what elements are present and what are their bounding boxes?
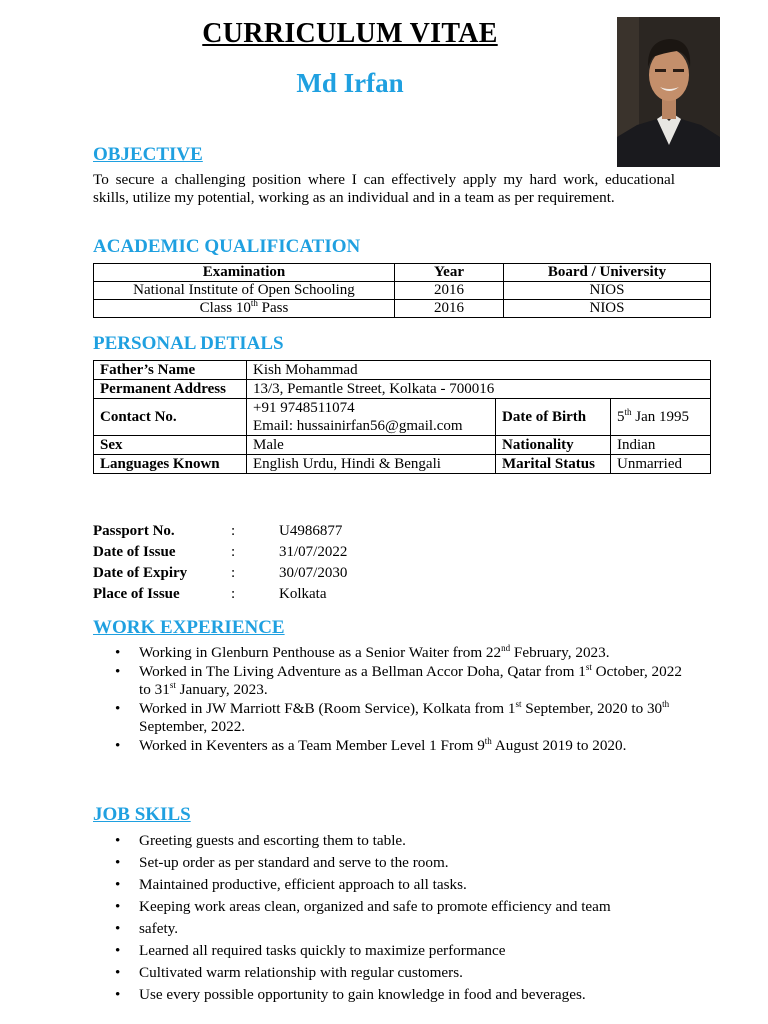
table-row [94,455,711,474]
profile-photo-image [617,17,720,167]
table-row [94,380,711,399]
table-row [94,300,711,318]
colon: : [231,523,236,539]
fathers-name-label: Father’s Name [94,361,247,380]
page-title: CURRICULUM VITAE [202,18,498,49]
phone-value: +91 9748511074 [253,400,355,416]
board-cell: NIOS [504,282,711,300]
academic-header-row [94,264,711,282]
marital-value: Unmarried [611,455,711,474]
date-of-issue-label: Date of Issue [93,544,176,560]
year-cell: 2016 [395,300,504,318]
sex-value: Male [247,436,496,455]
academic-heading: ACADEMIC QUALIFICATION [93,236,361,257]
objective-text: To secure a challenging position where I can effectively apply my hard work, educational skills, utilize my potential, working as an individual and in a team as per requirement. [93,171,675,206]
academic-col-board: Board / University [504,264,711,282]
personal-table [93,360,711,474]
list-item: • Learned all required tasks quickly to maximize performance [93,940,683,962]
languages-label: Languages Known [94,455,247,474]
languages-value: English Urdu, Hindi & Bengali [247,455,496,474]
table-row [94,361,711,380]
date-of-issue-value: 31/07/2022 [279,544,348,560]
work-experience-list [93,644,683,756]
list-item: • Keeping work areas clean, organized and safe to promote efficiency and team [93,896,683,918]
list-item: • Worked in Keventers as a Team Member Level 1 From 9th August 2019 to 2020. [93,737,683,755]
nationality-value: Indian [611,436,711,455]
fathers-name-value: Kish Mohammad [247,361,711,380]
personal-heading: PERSONAL DETIALS [93,333,284,354]
list-item: • Set-up order as per standard and serve to the room. [93,852,683,874]
list-item: • safety. [93,918,683,940]
colon: : [231,544,236,560]
place-of-issue-label: Place of Issue [93,586,180,602]
academic-table [93,263,711,318]
work-experience-heading: WORK EXPERIENCE [93,617,285,638]
contact-label: Contact No. [94,399,247,436]
list-item: • Greeting guests and escorting them to table. [93,830,683,852]
list-item: • Working in Glenburn Penthouse as a Senior Waiter from 22nd February, 2023. [93,644,683,662]
passport-no-label: Passport No. [93,523,175,539]
email-value: Email: hussainirfan56@gmail.com [253,418,463,434]
date-of-expiry-value: 30/07/2030 [279,565,348,581]
list-item: • Maintained productive, efficient approach to all tasks. [93,874,683,896]
academic-col-year: Year [395,264,504,282]
candidate-name: Md Irfan [296,68,404,98]
profile-photo [617,17,720,167]
colon: : [231,586,236,602]
passport-no-value: U4986877 [279,523,343,539]
list-item: • Use every possible opportunity to gain knowledge in food and beverages. [93,984,683,1006]
job-skills-list [93,830,683,1006]
colon: : [231,565,236,581]
contact-value [247,399,496,436]
table-row [94,399,711,436]
academic-col-exam: Examination [94,264,395,282]
list-item: • Cultivated warm relationship with regular customers. [93,962,683,984]
table-row [94,282,711,300]
year-cell: 2016 [395,282,504,300]
exam-cell: Class 10th Pass [94,300,395,318]
table-row [94,436,711,455]
marital-label: Marital Status [496,455,611,474]
date-of-expiry-label: Date of Expiry [93,565,188,581]
nationality-label: Nationality [496,436,611,455]
dob-label: Date of Birth [496,399,611,436]
list-item: • Worked in JW Marriott F&B (Room Service), Kolkata from 1st September, 2020 to 30th September, 2022. [93,700,683,736]
job-skills-heading: JOB SKILS [93,804,191,825]
exam-cell: National Institute of Open Schooling [94,282,395,300]
dob-value: 5th Jan 1995 [611,399,711,436]
sex-label: Sex [94,436,247,455]
permanent-address-value: 13/3, Pemantle Street, Kolkata - 700016 [247,380,711,399]
board-cell: NIOS [504,300,711,318]
permanent-address-label: Permanent Address [94,380,247,399]
list-item: • Worked in The Living Adventure as a Bellman Accor Doha, Qatar from 1st October, 2022 to 31st January, 2023. [93,663,683,699]
objective-heading: OBJECTIVE [93,144,203,165]
place-of-issue-value: Kolkata [279,586,327,602]
